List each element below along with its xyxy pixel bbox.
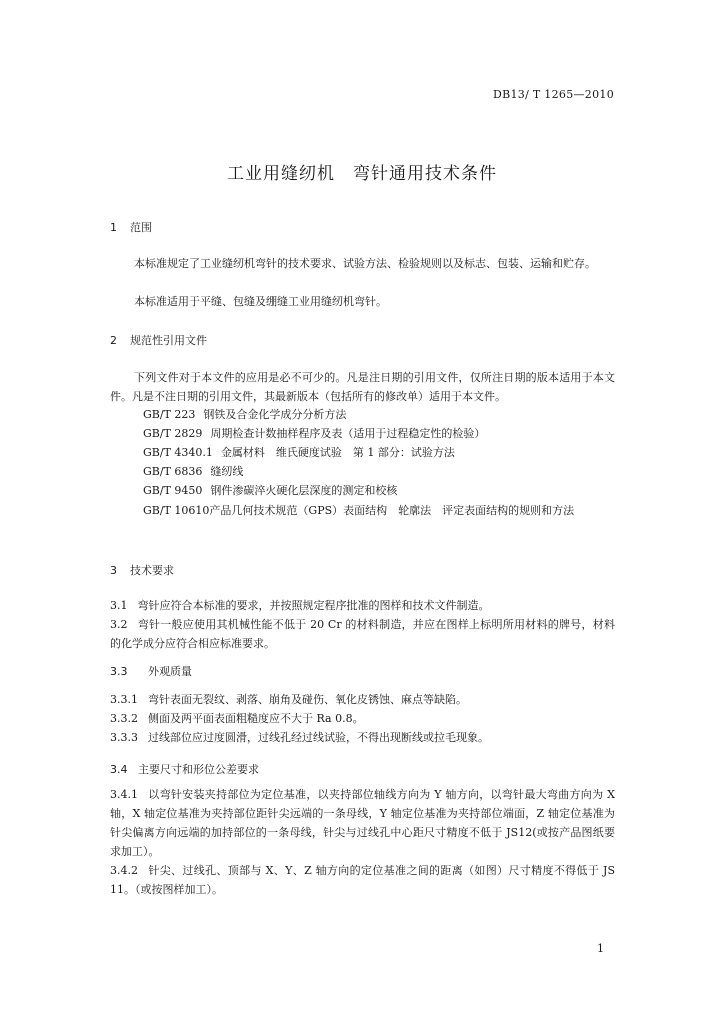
clause-number: 3.3: [110, 665, 128, 678]
section-title: 技术要求: [130, 564, 174, 577]
clause-3-1: [110, 596, 615, 615]
clause-title: 主要尺寸和形位公差要求: [138, 763, 259, 776]
references-paragraph: 下列文件对于本文件的应用是必不可少的。凡是注日期的引用文件，仅所注日期的版本适用于本文件。凡是不注日期的引用文件，其最新版本（包括所有的修改单）适用于本文件。: [110, 371, 615, 403]
section-number: 1: [110, 221, 117, 234]
section-title: 规范性引用文件: [130, 334, 207, 347]
page-number: 1: [597, 942, 604, 955]
clause-3-2: [110, 615, 615, 653]
document-code: DB13/ T 1265—2010: [492, 88, 614, 101]
clause-3-3-heading: [110, 663, 192, 679]
reference-item: [143, 406, 346, 422]
section-title: 范围: [130, 221, 152, 234]
clause-text: 弯针表面无裂纹、剥落、崩角及碰伤、氧化皮锈蚀、麻点等缺陷。: [148, 693, 467, 706]
document-title: 工业用缝纫机 弯针通用技术条件: [227, 164, 497, 184]
scope-paragraph-1: 本标准规定了工业缝纫机弯针的技术要求、试验方法、检验规则以及标志、包装、运输和贮存。: [134, 257, 596, 270]
reference-code: GB/T 4340.1: [143, 446, 213, 459]
clause-3-3-2: [110, 709, 615, 728]
reference-item: [143, 463, 243, 479]
reference-code: GB/T 223: [143, 408, 196, 421]
reference-code: GB/T 9450: [143, 484, 203, 497]
scope-paragraph-2: 本标准适用于平缝、包缝及绷缝工业用缝纫机弯针。: [134, 295, 387, 308]
clause-text: 弯针一般应使用其机械性能不低于 20 Cr 的材料制造，并应在图样上标明所用材料的牌号，材料的化学成分应符合相应标准要求。: [110, 618, 615, 650]
reference-title: 钢铁及合金化学成分分析方法: [203, 408, 347, 421]
clause-number: 3.3.1: [110, 693, 138, 706]
clause-number: 3.2: [110, 618, 128, 631]
clause-number: 3.3.3: [110, 731, 138, 744]
clause-3-4-2: [110, 861, 615, 899]
clause-text: 弯针应符合本标准的要求，并按照规定程序批准的图样和技术文件制造。: [137, 599, 490, 612]
clause-text: 过线部位应过度圆滑，过线孔经过线试验，不得出现断线或拉毛现象。: [148, 731, 489, 744]
section-1-heading: [110, 219, 152, 235]
reference-code: GB/T 6836: [143, 465, 203, 478]
clause-3-4-1: [110, 785, 615, 861]
clause-number: 3.4.2: [110, 864, 138, 877]
clause-text: 针尖、过线孔、顶部与 X、Y、Z 轴方向的定位基准之间的距离（如图）尺寸精度不得低于 JS 11。（或按图样加工）。: [110, 864, 615, 896]
reference-title: 产品几何技术规范（GPS）表面结构 轮廓法 评定表面结构的规则和方法: [209, 504, 575, 517]
reference-item: [110, 501, 615, 520]
section-number: 3: [110, 564, 117, 577]
reference-title: 缝纫线: [210, 465, 244, 478]
clause-3-3-3: [110, 728, 615, 747]
clause-number: 3.3.2: [110, 712, 138, 725]
section-number: 2: [110, 334, 117, 347]
clause-text: 以弯针安装夹持部位为定位基准，以夹持部位轴线方向为 Y 轴方向，以弯针最大弯曲方向为 X 轴，X 轴定位基准为夹持部位距针尖远端的一条母线，Y 轴定位基准为夹持部位端面，Z 轴定位基准为针尖偏离方向远端的加持部位的一条母线，针尖与过线孔中心距尺寸精度不低于 JS12(或按产品图纸要求加工）。: [110, 788, 615, 858]
reference-title: 钢件渗碳淬火硬化层深度的测定和校核: [210, 484, 398, 497]
reference-code: GB/T 2829: [143, 427, 203, 440]
clause-number: 3.4: [110, 763, 128, 776]
clause-3-4-heading: [110, 761, 259, 777]
reference-title: 金属材料 维氏硬度试验 第 1 部分：试验方法: [220, 446, 455, 459]
section-2-heading: [110, 332, 207, 348]
clause-3-3-1: [110, 690, 615, 709]
reference-code: GB/T 10610: [143, 504, 210, 517]
clause-number: 3.1: [110, 599, 128, 612]
reference-item: [143, 425, 485, 441]
section-3-heading: [110, 562, 174, 578]
reference-title: 周期检查计数抽样程序及表（适用于过程稳定性的检验）: [210, 427, 486, 440]
clause-title: 外观质量: [148, 665, 192, 678]
clause-text: 侧面及两平面表面粗糙度应不大于 Ra 0.8。: [148, 712, 364, 725]
reference-item: [143, 482, 397, 498]
clause-number: 3.4.1: [110, 788, 138, 801]
reference-item: [143, 444, 455, 460]
